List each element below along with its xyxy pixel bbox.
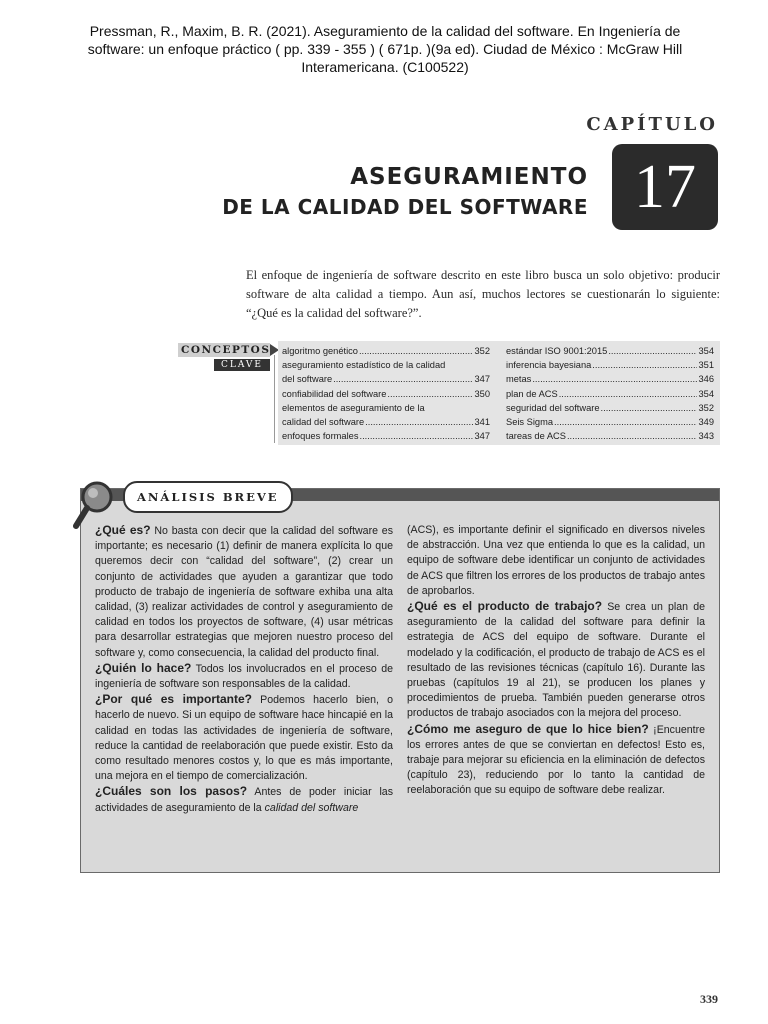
answer: Antes de poder iniciar las actividades de aseguramiento de la [95, 786, 393, 814]
answer: Se crea un plan de aseguramiento de la calidad del software para definir la estrategia de ACS del equipo de software. Durante el modelado y la codificación, el producto de trabajo de ACS es el resultado de las revisiones técnicas (capítulo 16). Durante las pruebas (capítulos 19 al 21), se producen los planes y procedimientos de prueba. También pueden generarse otros productos de trabajo asociados con la mejora del proceso. [407, 601, 706, 720]
key-concepts-list [278, 341, 720, 445]
concept-item: plan de ACS ..... 354 [506, 387, 714, 401]
question: ¿Qué es? [95, 523, 151, 537]
concept-item: metas ..... 346 [506, 372, 714, 386]
divider [274, 355, 275, 443]
analysis-item [95, 661, 393, 692]
concept-item: del software ..... 347 [282, 372, 490, 386]
answer: (ACS), es importante definir el significado en diversos niveles de abstracción. Una vez que entienda lo que es la calidad, un equipo de software debe identificar un conjunto de actividades de ACS que filtren los errores de los productos de trabajo antes de aprobarlos. [407, 524, 705, 597]
answer: ¡Encuentre los errores antes de que se conviertan en defectos! Esto es, trabaje para mejorar su eficiencia en la eliminación de defectos (capítulo 23), reduciendo por lo tanto la cantidad de reelaboración que su equipo de software debe realizar. [407, 723, 705, 797]
brief-analysis-label: ANÁLISIS BREVE [123, 481, 293, 513]
analysis-item [95, 784, 393, 815]
analysis-item [95, 692, 393, 784]
chapter-title-line-2: DE LA CALIDAD DEL SOFTWARE [222, 195, 588, 219]
chapter-number-badge [612, 144, 718, 230]
concept-item: algoritmo genético ..... 352 [282, 344, 490, 358]
key-concepts-box [178, 341, 720, 447]
citation-line-1: Pressman, R., Maxim, B. R. (2021). Aseguramiento de la calidad del software. En Ingeniería de [89, 23, 681, 39]
chapter-label: CAPÍTULO [586, 114, 718, 135]
citation [40, 22, 730, 76]
analysis-item [95, 523, 393, 661]
chapter-number: 17 [634, 152, 696, 221]
concept-item: calidad del software ..... 341 [282, 415, 490, 429]
analysis-item [407, 599, 705, 722]
key-concepts-column-left [282, 344, 490, 443]
key-concepts-column-right [506, 344, 714, 443]
question: ¿Cómo me aseguro de que lo hice bien? [407, 721, 649, 736]
answer: Todos los involucrados en el proceso de ingeniería de software son responsables de la calidad. [95, 662, 393, 691]
concept-item: confiabilidad del software ..... 350 [282, 387, 490, 401]
answer: Podemos hacerlo bien, o hacerlo de nuevo. Si un equipo de software hace hincapié en la calidad en todas las actividades de ingeniería de software, reduce la cantidad de reelaboración que puede existir. Esto da como resultado menores costos y, lo que es más importante, una mejora en el tiempo de comercialización. [95, 694, 394, 783]
concept-item: inferencia bayesiana ..... 351 [506, 358, 714, 372]
concept-item: tareas de ACS ..... 343 [506, 429, 714, 443]
citation-line-3: Interamericana. (C100522) [301, 59, 469, 75]
key-concepts-label: CONCEPTOS [178, 343, 270, 357]
analysis-column-left [95, 523, 393, 816]
question: ¿Por qué es importante? [95, 692, 252, 707]
analysis-column-right [407, 523, 705, 799]
answer-italic: calidad del software [264, 801, 359, 814]
page-number: 339 [700, 992, 718, 1006]
concept-item: Seis Sigma ..... 349 [506, 415, 714, 429]
analysis-item [407, 523, 705, 599]
answer: No basta con decir que la calidad del software es importante; es necesario (1) definir de manera explícita lo que queremos decir con “calidad del software”, (2) crear un conjunto de actividades que ayuden a garantizar que todo producto de trabajo de ingeniería de software exhiba una alta calidad, (3) realizar actividades de control y aseguramiento de calidad en todos los proyectos de software, (4) usar métricas para desarrollar estrategias que mejoren nuestro proceso del software y, como consecuencia, la calidad del producto final. [95, 525, 393, 659]
question: ¿Cuáles son los pasos? [95, 784, 248, 799]
concept-item: estándar ISO 9001:2015 ..... 354 [506, 344, 714, 358]
citation-line-2: software: un enfoque práctico ( pp. 339 - 355 ) ( 671p. )(9a ed). Ciudad de México : McGraw Hill [87, 41, 683, 57]
key-concepts-sublabel: CLAVE [214, 359, 270, 371]
brief-analysis-box [80, 488, 720, 873]
analysis-item [407, 722, 705, 799]
question: ¿Qué es el producto de trabajo? [407, 599, 603, 614]
intro-paragraph: El enfoque de ingeniería de software descrito en este libro busca un solo objetivo: producir software de alta calidad a tiempo. Aun así, muchos lectores se cuestionarán lo siguiente: “¿Qué es la calidad del software?”. [246, 268, 720, 320]
question: ¿Quién lo hace? [95, 660, 192, 675]
chapter-title-line-1: ASEGURAMIENTO [350, 164, 588, 190]
concept-item: enfoques formales ..... 347 [282, 429, 490, 443]
concept-item: seguridad del software ..... 352 [506, 401, 714, 415]
chapter-title [222, 162, 588, 222]
concept-item: elementos de aseguramiento de la [282, 402, 425, 413]
concept-item: aseguramiento estadístico de la calidad [282, 360, 446, 371]
